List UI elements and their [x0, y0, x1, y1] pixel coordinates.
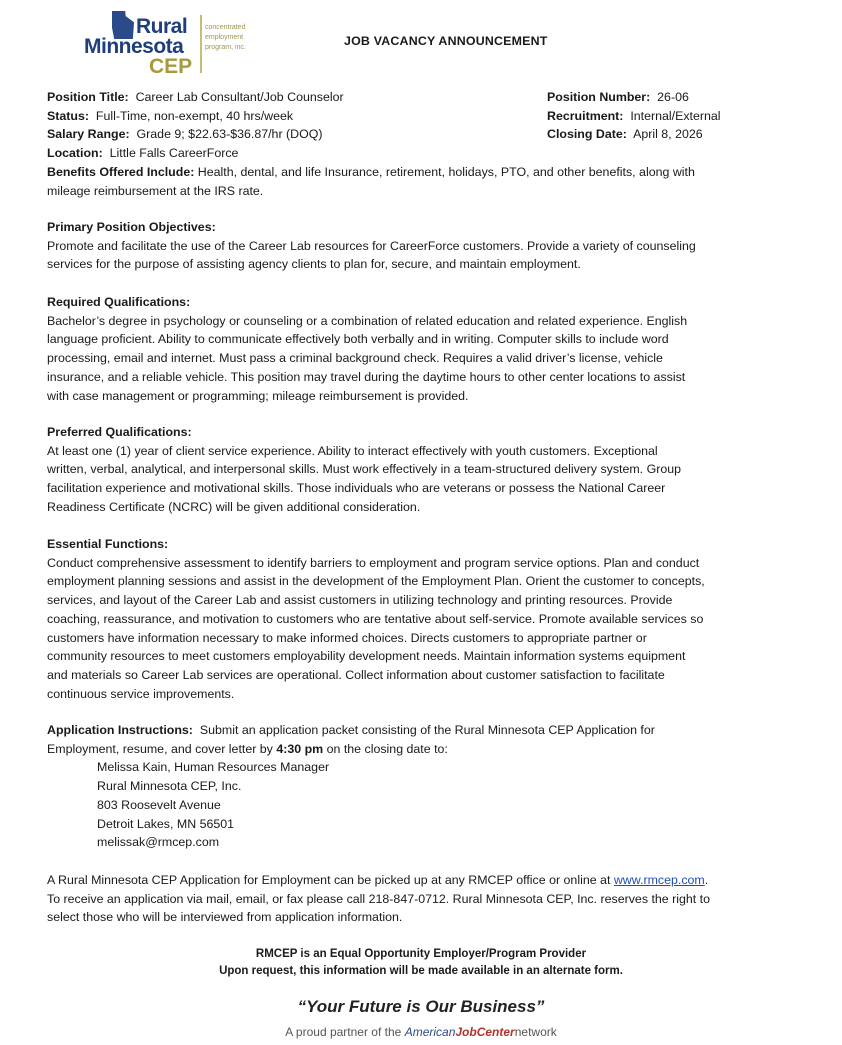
- objectives-section: [47, 218, 807, 274]
- footer-text: A Rural Minnesota CEP Application for Employment can be picked up at any RMCEP office or online at: [47, 873, 611, 887]
- footer-row-2: To receive an application via mail, email, or fax please call 218-847-0712. Rural Minnesota CEP, Inc. reserves the right to: [47, 891, 711, 906]
- website-link[interactable]: www.rmcep.com: [613, 873, 705, 887]
- preferred-heading: Preferred Qualifications:: [47, 425, 192, 439]
- essential-heading: Essential Functions:: [47, 537, 169, 551]
- partner-text: A proud partner of the: [285, 1025, 402, 1039]
- logo-tagline: concentrated employment program, inc.: [205, 24, 246, 51]
- preferred-line: At least one (1) year of client service experience. Ability to interact effectively with youth customers. Exceptional: [47, 443, 658, 458]
- partner-text-network: network: [514, 1025, 557, 1039]
- essential-line: continuous service improvements.: [47, 686, 235, 701]
- partner-line: [0, 1025, 842, 1039]
- motto: “Your Future is Our Business”: [297, 997, 545, 1016]
- objectives-line: services for the purpose of assisting agency clients to plan for, secure, and maintain employment.: [47, 257, 581, 272]
- required-heading: Required Qualifications:: [47, 295, 191, 309]
- recruitment-value: Internal/External: [630, 108, 721, 123]
- status-value: Full-Time, non-exempt, 40 hrs/week: [95, 108, 294, 123]
- footer-row-3: select those who will be interviewed from application information.: [47, 910, 403, 925]
- required-line: processing, email and internet. Must pass a criminal background check. Requires a valid driver’s license, vehicle: [47, 351, 663, 366]
- contact-email[interactable]: melissak@rmcep.com: [97, 835, 220, 850]
- benefits-row-2: mileage reimbursement at the IRS rate.: [47, 183, 264, 198]
- status-label: Status:: [47, 108, 89, 123]
- position-title-value: Career Lab Consultant/Job Counselor: [135, 90, 344, 104]
- rmcep-logo: [84, 9, 254, 81]
- eeo-line: RMCEP is an Equal Opportunity Employer/Program Provider: [255, 948, 587, 960]
- eeo-line: Upon request, this information will be made available in an alternate form.: [219, 965, 623, 977]
- footer-period: .: [704, 873, 709, 887]
- position-number-value: 26-06: [657, 90, 689, 104]
- application-row-2: [47, 740, 448, 759]
- footer-row-1: [47, 871, 708, 890]
- location-label: Location:: [47, 146, 103, 161]
- preferred-section: [47, 423, 807, 517]
- essential-line: and materials so Career Lab services are operational. Collect information about customer satisfaction to facilitate: [47, 667, 665, 682]
- document-title: JOB VACANCY ANNOUNCEMENT: [344, 34, 548, 48]
- essential-line: coaching, reassurance, and motivation to customers who are tentative about self-service. Promote available services so: [47, 611, 704, 626]
- salary-value: Grade 9; $22.63-$36.87/hr (DOQ): [136, 127, 323, 142]
- closing-date-label: Closing Date:: [547, 127, 627, 142]
- location-value: Little Falls CareerForce: [109, 146, 239, 161]
- address-line: 803 Roosevelt Avenue: [97, 797, 221, 812]
- status-row: [47, 107, 293, 126]
- position-number-label: Position Number:: [547, 90, 651, 104]
- american-job-center-logo-b: JobCenter: [455, 1025, 515, 1039]
- position-title-label: Position Title:: [47, 90, 129, 104]
- logo-divider: [200, 15, 202, 73]
- application-text: Submit an application packet consisting of the Rural Minnesota CEP Application for: [199, 723, 655, 737]
- application-row-1: [47, 721, 655, 740]
- essential-line: customers have information necessary to make informed choices. Directs customers to appropriate partner or: [47, 630, 647, 645]
- application-heading: Application Instructions:: [47, 723, 193, 737]
- required-section: [47, 293, 807, 405]
- benefits-value: Health, dental, and life Insurance, retirement, holidays, PTO, and other benefits, along with: [197, 164, 695, 179]
- application-text: on the closing date to:: [326, 741, 448, 756]
- recruitment-row: [547, 107, 721, 126]
- essential-line: Conduct comprehensive assessment to identify barriers to employment and program service options. Plan and conduct: [47, 555, 700, 570]
- salary-row: [47, 125, 323, 144]
- benefits-label: Benefits Offered Include:: [47, 164, 195, 179]
- logo-text-cep: CEP: [149, 55, 193, 78]
- address-line: Rural Minnesota CEP, Inc.: [97, 779, 242, 794]
- position-title-row: [47, 88, 344, 107]
- position-number-row: [547, 88, 689, 107]
- essential-section: [47, 535, 807, 703]
- objectives-line: Promote and facilitate the use of the Career Lab resources for CareerForce customers. Provide a variety of counseling: [47, 238, 696, 253]
- application-text: Employment, resume, and cover letter by: [47, 741, 273, 756]
- preferred-line: Readiness Certificate (NCRC) will be given additional consideration.: [47, 499, 421, 514]
- essential-line: services, and layout of the Career Lab and assist customers in utilizing technology and printing resources. Provide: [47, 593, 673, 608]
- address-line: Detroit Lakes, MN 56501: [97, 816, 235, 831]
- recruitment-label: Recruitment:: [547, 108, 624, 123]
- location-row: [47, 144, 238, 163]
- preferred-line: written, verbal, analytical, and interpersonal skills. Must work effectively in a team-structured delivery system. Group: [47, 462, 682, 477]
- required-line: with case management or programming; mileage reimbursement is provided.: [47, 388, 469, 403]
- preferred-line: facilitation experience and motivational skills. Those individuals who are veterans or possess the National Career: [47, 481, 666, 496]
- application-deadline-time: 4:30 pm: [276, 741, 324, 756]
- logo-text-rural: Rural: [136, 15, 188, 38]
- salary-label: Salary Range:: [47, 127, 130, 142]
- mailing-address: [97, 758, 329, 852]
- logo-text-minnesota: Minnesota: [84, 35, 184, 58]
- closing-date-value: April 8, 2026: [633, 127, 703, 142]
- required-line: language proficient. Ability to communicate effectively both verbally and in writing. Computer skills to include word: [47, 332, 669, 347]
- american-job-center-logo-a: American: [404, 1025, 456, 1039]
- required-line: Bachelor’s degree in psychology or counseling or a combination of related education and related experience. English: [47, 313, 688, 328]
- address-line: Melissa Kain, Human Resources Manager: [97, 760, 330, 775]
- objectives-heading: Primary Position Objectives:: [47, 220, 216, 234]
- benefits-row: [47, 163, 695, 182]
- required-line: insurance, and a reliable vehicle. This position may travel during the daytime hours to other center locations to assist: [47, 369, 686, 384]
- essential-line: employment planning sessions and assist in the development of the Employment Plan. Orient the customer to concepts,: [47, 574, 705, 589]
- closing-date-row: [547, 125, 703, 144]
- essential-line: community resources to meet customers employability development needs. Maintain information systems equipment: [47, 649, 686, 664]
- eeo-statement: [0, 946, 842, 980]
